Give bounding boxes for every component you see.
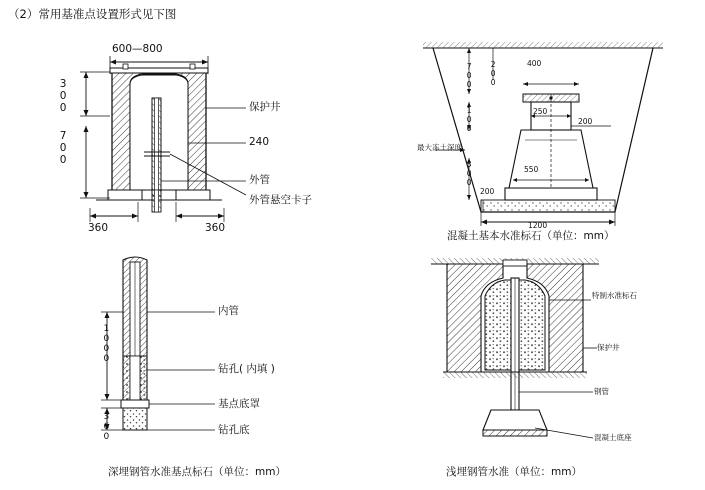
label-concrete-base: 混凝土底座 bbox=[594, 433, 632, 442]
dim-width-top: 600—800 bbox=[112, 43, 163, 55]
dim-700-v: 700 bbox=[464, 62, 474, 89]
dim-550: 550 bbox=[524, 165, 539, 174]
dim-500: 500 bbox=[464, 160, 474, 187]
dim-700: 700 bbox=[57, 130, 70, 166]
figure-bottom-right-drawing bbox=[425, 252, 605, 457]
caption-top-right: 混凝土基本水准标石（单位：mm） bbox=[447, 230, 615, 242]
dim-360-right: 360 bbox=[205, 222, 226, 234]
dim-200-right: 200 bbox=[578, 117, 593, 126]
label-base-cover: 基点底罩 bbox=[218, 398, 260, 410]
dim-400: 400 bbox=[527, 59, 542, 68]
dim-100: 100 bbox=[464, 106, 474, 133]
label-frost-line: 最大冻土深度 bbox=[417, 143, 462, 152]
caption-bottom-right: 浅埋钢管水准（单位：mm） bbox=[446, 466, 582, 478]
dim-250: 250 bbox=[533, 107, 548, 116]
label-inner-pipe: 内管 bbox=[218, 305, 239, 317]
dim-360-left: 360 bbox=[88, 222, 109, 234]
figure-top-right-drawing bbox=[405, 40, 685, 230]
dim-360: 360 bbox=[101, 412, 112, 442]
label-special-mark: 特制水准标石 bbox=[592, 291, 637, 300]
dim-1200: 1200 bbox=[528, 221, 548, 230]
caption-bottom-left: 深埋钢管水准基点标石（单位：mm） bbox=[108, 466, 286, 478]
dim-1000: 1000 bbox=[101, 324, 112, 364]
dim-200-bottom: 200 bbox=[480, 187, 495, 196]
label-protect-well: 保护井 bbox=[249, 101, 281, 113]
label-outer-pipe-clamp: 外管悬空卡子 bbox=[249, 194, 312, 206]
label-outer-pipe: 外管 bbox=[249, 174, 270, 186]
dim-200-top: 200 bbox=[488, 60, 498, 87]
dim-300: 300 bbox=[57, 78, 70, 114]
label-borehole-bottom: 钻孔底 bbox=[218, 424, 250, 436]
label-steel-pipe: 钢管 bbox=[594, 387, 609, 396]
dim-240: 240 bbox=[249, 136, 270, 148]
label-borehole-fill: 钻孔( 内填 ) bbox=[218, 363, 275, 375]
page-heading: （2）常用基准点设置形式见下图 bbox=[8, 7, 177, 21]
figure-bottom-left-drawing bbox=[90, 250, 300, 460]
label-protect-well-2: 保护井 bbox=[597, 343, 620, 352]
